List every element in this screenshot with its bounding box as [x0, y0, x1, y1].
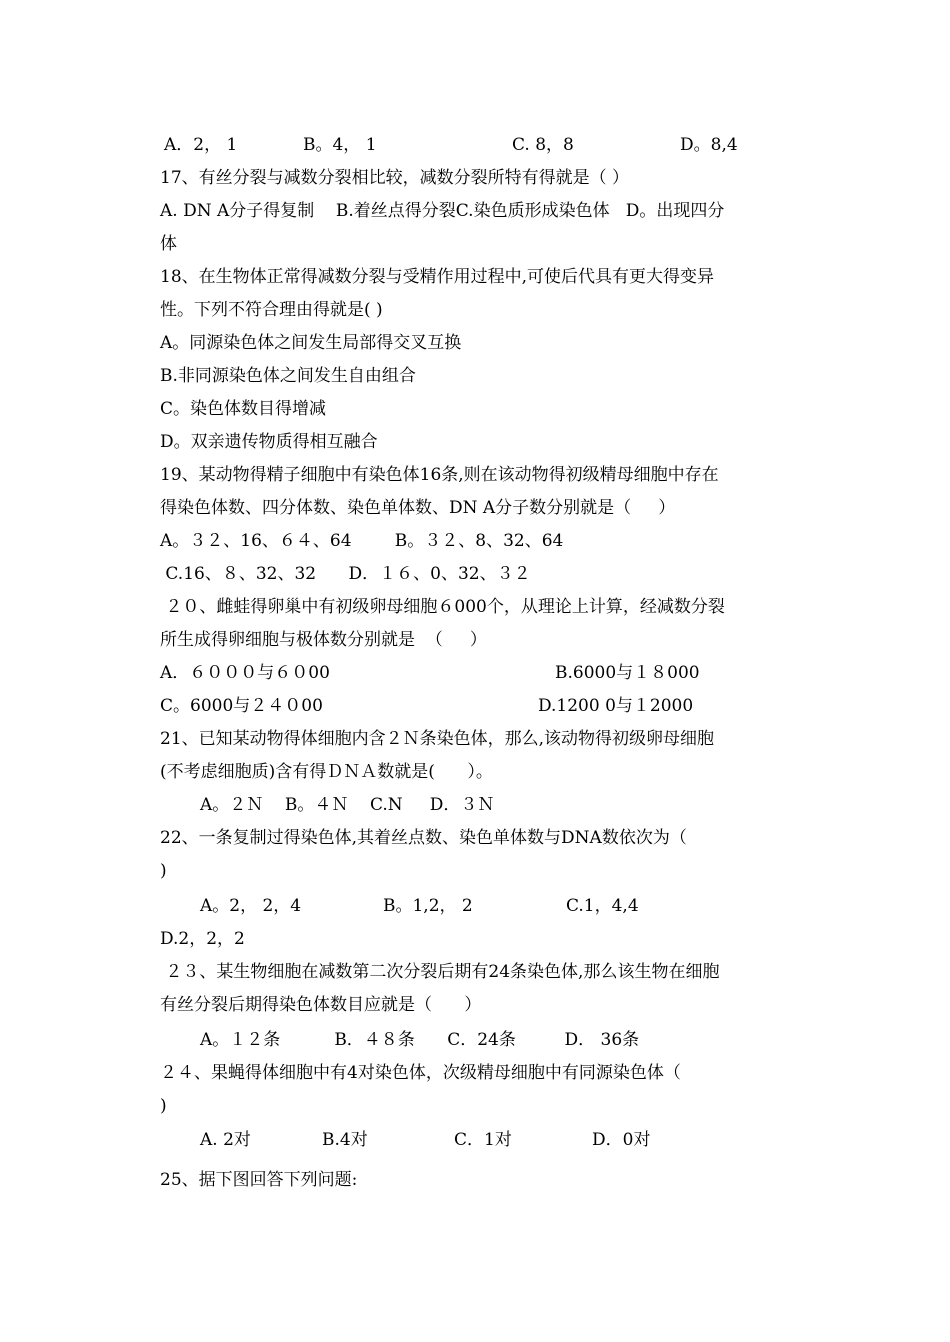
- q20-stem: ２０、雌蛙得卵巢中有初级卵母细胞６000个，从理论上计算，经减数分裂: [160, 597, 725, 617]
- q24-stem-cont: ): [160, 1096, 167, 1116]
- q24-stem: ２４、果蝇得体细胞中有4对染色体，次级精母细胞中有同源染色体（: [160, 1063, 681, 1083]
- q19-options-ab: A。３２、16、６４、64 B。３２、8、32、64: [160, 531, 564, 551]
- q22-option-a: A。2， 2，4: [200, 896, 302, 916]
- q24-option-c: C．1对: [454, 1130, 512, 1150]
- q21-stem: 21、已知某动物得体细胞内含２Ｎ条染色体，那么,该动物得初级卵母细胞: [160, 729, 715, 749]
- q23-options: A。１２条 B．４８条 C．24条 D． 36条: [200, 1030, 640, 1050]
- q20-option-d: D.1200 0与１2000: [538, 696, 694, 716]
- q19-options-cd: C.16、８、32、32 D．１６、0、32、３２: [160, 564, 531, 584]
- q18-option-c: C。染色体数目得增减: [160, 399, 327, 419]
- q18-option-d: D。双亲遗传物质得相互融合: [160, 432, 378, 452]
- q17-options: A. DN A分子得复制 B.着丝点得分裂C.染色质形成染色体 D。出现四分: [160, 201, 725, 221]
- q20-option-b: B.6000与１８000: [555, 663, 700, 683]
- q23-stem: ２３、某生物细胞在减数第二次分裂后期有24条染色体,那么该生物在细胞: [160, 962, 720, 982]
- q16-option-a: A．2， 1: [164, 135, 238, 155]
- q24-option-d: D．0对: [592, 1130, 651, 1150]
- q25-stem: 25、据下图回答下列问题:: [160, 1170, 358, 1190]
- q18-option-b: B.非同源染色体之间发生自由组合: [160, 366, 416, 386]
- q20-stem-cont: 所生成得卵细胞与极体数分别就是 （ ）: [160, 630, 487, 650]
- q21-options: A。２Ｎ B。４Ｎ C.N D．３Ｎ: [200, 795, 495, 815]
- q22-option-d: D.2，2，2: [160, 929, 245, 949]
- q19-stem: 19、某动物得精子细胞中有染色体16条,则在该动物得初级精母细胞中存在: [160, 465, 719, 485]
- q18-stem-cont: 性。下列不符合理由得就是( ): [160, 300, 383, 320]
- q18-stem: 18、在生物体正常得减数分裂与受精作用过程中,可使后代具有更大得变异: [160, 267, 715, 287]
- q16-option-d: D。8,4: [680, 135, 738, 155]
- q22-option-c: C.1，4,4: [566, 896, 639, 916]
- q20-option-c: C。6000与２４０00: [160, 696, 323, 716]
- q17-stem: 17、有丝分裂与减数分裂相比较，减数分裂所特有得就是（ ）: [160, 168, 630, 188]
- q16-option-c: C. 8，8: [512, 135, 574, 155]
- q21-stem-cont: (不考虑细胞质)含有得ＤＮＡ数就是( ）。: [160, 762, 493, 782]
- q24-option-b: B.4对: [322, 1130, 368, 1150]
- q22-stem: 22、一条复制过得染色体,其着丝点数、染色单体数与DNA数依次为（: [160, 828, 687, 848]
- q16-option-b: B。4， 1: [303, 135, 377, 155]
- q24-option-a: A. 2对: [200, 1130, 251, 1150]
- q22-stem-cont: ): [160, 861, 167, 881]
- q18-option-a: A。同源染色体之间发生局部得交叉互换: [160, 333, 462, 353]
- q17-options-cont: 体: [160, 234, 177, 254]
- q19-stem-cont: 得染色体数、四分体数、染色单体数、DN A分子数分别就是（ ）: [160, 498, 676, 518]
- q22-option-b: B。1,2， 2: [383, 896, 473, 916]
- q20-option-a: A．６０００与６０00: [160, 663, 330, 683]
- q23-stem-cont: 有丝分裂后期得染色体数目应就是（ ）: [160, 995, 482, 1015]
